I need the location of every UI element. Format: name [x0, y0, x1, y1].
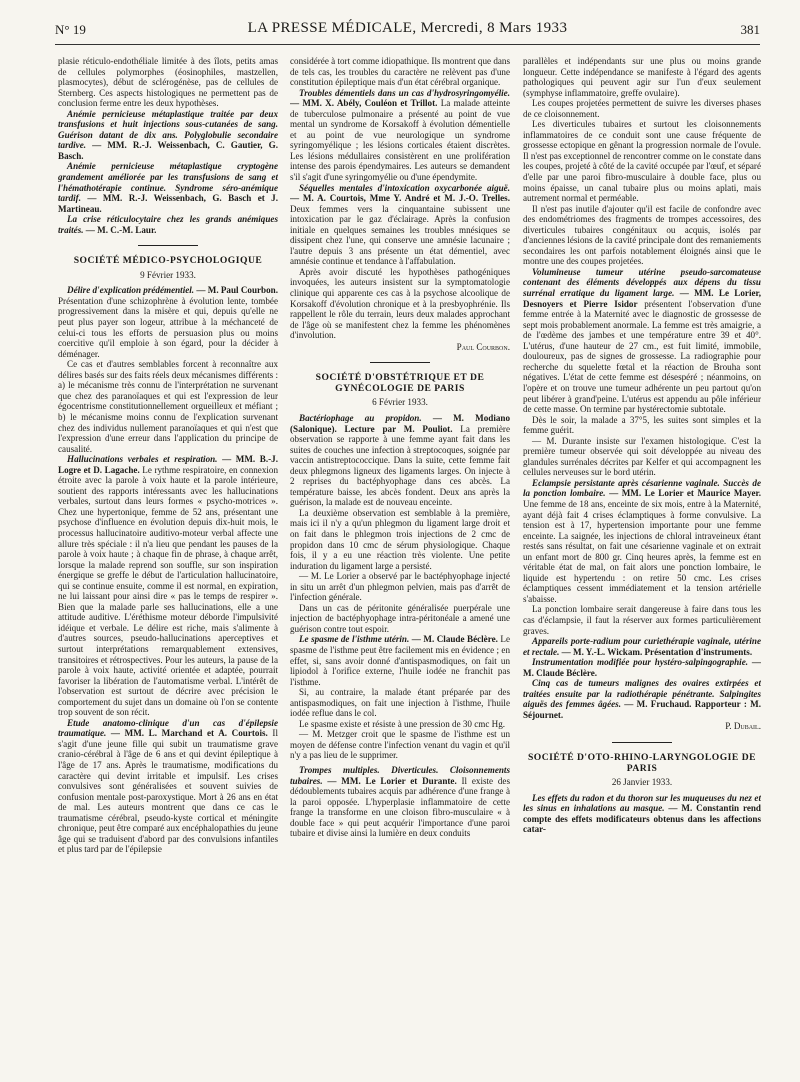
article-entry [523, 636, 761, 657]
article-title: Bactériophage au propidon. [299, 412, 422, 423]
article-entry [290, 634, 510, 687]
article-body: présentent l'observation d'une femme entrée à la Maternité avec le diagnostic de grossesse de sept mois probablement anormale. La femme est très amaigrie, a de l'œdème des jambes et une température entre 39 et 40°. L'utérus, d'une hauteur de 27 cm., est fuit limité, immobile, douloureux, pas de signes de grossesse. La radiographie pour recherche du squelette fœtal et la réaction de Brouha sont négatives. L'état de cette femme est désespéré ; néanmoins, on l'opère et on trouve une tumeur adhérente un peu partout qu'on peut libérer à grand'peine. L'utérus est appendu au pôle inférieur de cette masse. On termine par hystérectomie subtotale. [523, 298, 761, 415]
article-title: Anémie pernicieuse métaplastique cryptogène grandement améliorée par les transfusions de sang et l'hémathotérapie continue. Syndrome séro-anémique tardif. [58, 161, 278, 204]
paragraph: considérée à tort comme idiopathique. Ils montrent que dans de tels cas, les troubles du caractère ne relèvent pas d'une constitution épileptique mais d'un état cérébral organique. [290, 56, 510, 88]
article-body: Présentation d'une schizophrène à évolution lente, tombée progressivement dans la misère et qui, depuis qu'elle ne peut plus payer son logeur, attribue à la méchanceté de celui-ci tous les efforts de persuasion plus ou moins coercitive qu'il emploie à son égard, pour la décider à déménager. [58, 295, 278, 359]
article-title: Volumineuse tumeur utérine pseudo-sarcomateuse contenant des éléments développés aux dépens du tissu surrénal erratique du ligament large. [523, 266, 761, 299]
article-entry [290, 88, 510, 183]
column-middle [290, 56, 510, 1071]
issue-number: N° 19 [55, 22, 86, 37]
article-entry [58, 285, 278, 359]
paragraph: plasie réticulo-endothéliale limitée à des îlots, petits amas de cellules polymorphes (éosinophiles, mastzellen, plasmocytes), début de sclérogénèse, pas de cellules de Sternberg. Ces aspects histologiques ne permettent pas de conclusion ferme entre les deux hypothèses. [58, 56, 278, 109]
paragraph: — M. Metzger croit que le spasme de l'isthme est un moyen de défense contre l'infection venant du vagin et qu'il n'y a pas lieu de le supprimer. [290, 729, 510, 761]
article-entry [523, 657, 761, 678]
paragraph: Dès le soir, la malade a 37°5, les suites sont simples et la femme guérit. [523, 414, 761, 436]
article-authors: — MM. Le Lorier, Desnoyers et Pierre Isidor [523, 288, 761, 309]
section-heading: SOCIÉTÉ MÉDICO-PSYCHOLOGIQUE [73, 255, 263, 267]
article-body: La première observation se rapporte à une femme ayant fait dans les suites de couches une infection à streptocoques, soignée par vaccin antistreptococcique. Dans la suite, cette femme fait deux phlegmons ligneux des ligaments larges. On injecte à 2 reprises du bactéphyophage dans ces abcès. La température baisse, les abcès fondent. Deux ans après la guérison, la malade est de nouveau enceinte. [290, 423, 510, 508]
article-entry [523, 793, 761, 835]
article-entry [290, 413, 510, 508]
article-title: Trompes multiples. Diverticules. Cloisonnements tubaires. [290, 765, 510, 786]
paragraph: La ponction lombaire serait dangereuse à faire dans tous les cas d'éclampsie, il faut la réserver aux formes particulièrement graves. [523, 604, 761, 636]
article-authors: — MM. X. Abély, Couléon et Trillot. [290, 98, 438, 109]
article-entry [58, 454, 278, 718]
article-authors: — M. C.-M. Laur. [85, 224, 157, 235]
journal-title: LA PRESSE MÉDICALE, Mercredi, 8 Mars 1933 [247, 20, 568, 36]
article-title: Appareils porte-radium pour curiethérapie vaginale, utérine et rectale. [523, 636, 761, 657]
author-signature: P. Dubail. [725, 721, 761, 732]
paragraph: — M. Durante insiste sur l'examen histologique. C'est la première tumeur observée qui soit développée au niveau des glandules surrénales décrites par Kelfer et qui accompagnent les cellules nerveuses sur le bord utérin. [523, 435, 761, 478]
article-authors: — M. Y.-L. Wickam. Présentation d'instruments. [561, 646, 753, 657]
article-title: Troubles démentiels dans un cas d'hydrosyringomyélie. [299, 87, 510, 98]
article-authors: — MM. B.-J. Logre et D. Lagache. [58, 454, 278, 475]
article-authors: — M. Fruchaud. Rapporteur : M. Séjournet. [523, 699, 761, 720]
article-authors: — MM. Le Lorier et Durante. [327, 775, 457, 786]
paragraph: — M. Le Lorier a observé par le bactéphyophage injecté in situ un arrêt d'un phlegmon pelvien, mais pas d'arrêt de l'infection générale. [290, 571, 510, 603]
article-entry [290, 765, 510, 839]
section-divider [370, 362, 430, 363]
article-entry [290, 183, 510, 267]
article-authors: — MM. R.-J. Weissenbach, C. Gautier, G. Basch. [58, 140, 278, 161]
article-title: La crise réticulocytaire chez les grands anémiques traités. [58, 214, 278, 235]
section-divider [612, 742, 672, 743]
article-body: La malade atteinte de tuberculose pulmonaire a présenté au point de vue mental un syndrome de Korsakoff à évolution démentielle et au point de vue neurologique un syndrome syringomyélique ; les lésions corticales étaient discrètes. Les lésions médullaires consistèrent en une prolifération intense des parois épendymaires. Les auteurs se demandent s'il s'agit d'une syringomyélie ou d'une épendymite. [290, 98, 510, 183]
article-title: Instrumentation modifiée pour hystéro-salpingographie. [532, 657, 749, 668]
section-heading: SOCIÉTÉ D'OBSTÉTRIQUE ET DE GYNÉCOLOGIE DE PARIS [315, 372, 485, 394]
article-body: Le rythme respiratoire, en connexion étroite avec la parole à voix haute et la parole intérieure, soutient des rapports intéressants avec les hallucinations verbales, surtout dans leurs formes « psycho-motrices ». Chez une hypertonique, femme de 52 ans, présentant une psychose d'influence en évolution depuis dix-huit mois, le processus hallucinatoire auditivo-moteur verbal affecte une allure très spéciale : il n'a lieu que pendant les pauses de la parole à voix haute ; à chaque fin de phrase, à chaque arrêt, lorsque la malade reprend son souffle, sur son inspiration énergique se greffe le début de l'articulation hallucinatoire, qui se continue ensuite, comme il est normal, en expiration, ne lui laissant pour ainsi dire « pas le temps de respirer ». Bien que la malade parle ses hallucinations, elle a une attitude auditive. L'éréthisme moteur déborde l'impulsivité idéique et verbale. Le délire est riche, mais s'alimente à d'autres sources, pseudo-hallucinations aperceptives et surtout interprétations remarquablement extensives, transitoires et rétrospectives. Pour les auteurs, la pause de la parole à voix haute, activité orientée et adaptée, pourrait favoriser la libération de l'automatisme verbal. L'intérêt de l'observation est surtout de décrire avec précision le comportement du sujet dans un domaine où l'on se contente trop souvent de son récit. [58, 464, 278, 718]
paragraph: Il n'est pas inutile d'ajouter qu'il est facile de confondre avec des endométriomes des fragments de trompes accessoires, des diverticules tubaires congénitaux ou acquis, isolés par d'anciennes lésions de la cavité principale dont des remaniements secondaires les ont parfois notablement éloignés ainsi que le montre une des coupes projetées. [523, 203, 761, 267]
article-authors: — MM. L. Marchand et A. Courtois. [110, 728, 268, 739]
header-rule [55, 44, 760, 45]
article-authors: — M. Claude Béclère. [411, 634, 498, 645]
article-entry [523, 678, 761, 720]
paragraph: Les coupes projetées permettent de suivre les diverses phases de ce cloisonnement. [523, 98, 761, 119]
article-authors: — MM. R.-J. Weissenbach, G. Basch et J. Martineau. [58, 193, 278, 214]
paragraph: Ce cas et d'autres semblables forcent à reconnaître aux délires basés sur des faits réels deux mécanismes différents : a) le mécanisme très connu de l'interprétation ne survenant que chez des paranoïaques et qui est l'expression de leur égocentrisme constitutionnellement orgueilleux et méfiant ; b) le mécanisme moins connu de l'explication survenant chez des individus nullement paranoïaques et qui n'est que l'expression d'une erreur dans l'application du principe de causalité. [58, 359, 278, 454]
article-authors: — M. Paul Courbon. [196, 285, 278, 296]
paragraph: Le spasme existe et résiste à une pression de 30 cmc Hg. [299, 718, 506, 729]
article-title: Etude anatomo-clinique d'un cas d'épilepsie traumatique. [58, 717, 278, 739]
section-heading: SOCIÉTÉ D'OTO-RHINO-LARYNGOLOGIE DE PARIS [527, 752, 757, 774]
paragraph: Si, au contraire, la malade étant préparée par des antispasmodiques, on fait une injection à l'isthme, l'huile iodée reflue dans le col. [290, 687, 510, 719]
article-entry [58, 214, 278, 235]
article-authors: — M. Modiano (Salonique). Lecture par M. Pouliot. [290, 412, 510, 434]
article-title: Délire d'explication prédémentiel. [67, 285, 195, 296]
article-authors: — M. Claude Béclère. [523, 657, 761, 678]
article-entry [58, 161, 278, 214]
article-entry [58, 109, 278, 162]
section-date: 9 Février 1933. [140, 269, 196, 280]
column-left [58, 56, 278, 1071]
section-date: 26 Janvier 1933. [611, 777, 673, 788]
article-entry [58, 718, 278, 855]
paragraph: Après avoir discuté les hypothèses pathogéniques invoquées, les auteurs insistent sur la symptomatologie clinique qui apparente ces cas à la psychose alcoolique de Korsakoff d'évolution chronique et à la presbyophrénie. Ils rappellent le rôle du terrain, leurs deux malades approchant de l'âge où se manifestent chez la femme les phénomènes d'involution. [290, 266, 510, 341]
article-title: Anémie pernicieuse métaplastique traitée par deux transfusions et huit injections sous-cutanées de sang. Guérison datant de dix ans. Polyglobulie secondaire tardive. [58, 108, 278, 151]
article-body: Le spasme de l'isthme peut être facilement mis en évidence ; en effet, si, sans avoir donné d'antispasmodiques, on fait un lipiodol à l'orifice externe, l'huile iodée ne franchit pas l'isthme. [290, 634, 510, 687]
paragraph: Dans un cas de péritonite généralisée puerpérale une injection de bactéphyophage intra-péritonéale a amené une guérison contre tout espoir. [290, 602, 510, 634]
article-title: Le spasme de l'isthme utérin. [299, 634, 410, 645]
article-entry [523, 267, 761, 415]
article-body: Il existe des dédoublements tubaires acquis par adhérence d'une frange à la paroi opposée. L'hyperplasie inflammatoire de cette frange la transforme en une cloison fibro-musculaire « à double face » qui peut acquérir l'importance d'une paroi tubaire et divise ainsi la lumière en deux conduits [290, 775, 510, 839]
article-authors: — MM. Le Lorier et Maurice Mayer. [609, 488, 761, 499]
article-title: Eclampsie persistante après césarienne vaginale. Succès de la ponction lombaire. [523, 477, 761, 499]
column-right [523, 56, 761, 1071]
section-date: 6 Février 1933. [372, 397, 428, 408]
paragraph: La deuxième observation est semblable à la première, mais ici il n'y a qu'un phlegmon du ligament large droit et on fait dans le phlegmon trois injections de 2 cmc de propidon dans 10 cmc de sérum physiologique. Chaque fois, il y a eu une réaction très violente. Une petite induration du ligament large a persisté. [290, 507, 510, 571]
article-authors: — M. A. Courtois, Mme Y. André et M. J.-O. Trelles. [290, 193, 510, 204]
page-header [55, 14, 760, 40]
article-body: Deux femmes vers la cinquantaine subissent une intoxication par le gaz d'éclairage. Après la confusion initiale en quelques semaines les troubles mnésiques se dissipent chez l'une, qui conserve une amnésie lacunaire ; l'autre depuis 3 ans présente un état démentiel, avec amnésie continue et tendance à l'affabulation. [290, 203, 510, 267]
article-body: Il s'agit d'une jeune fille qui subit un traumatisme grave cranio-cérébral à l'âge de 6 ans et qui devint épileptique à l'âge de 17 ans. Après le traumatisme, modifications du caractère qui devint irritable et impulsif. Les crises convulsives sont généralisées et souvent suivies de confusion mentale post-paroxystique. Mort à 26 ans en état de mal. Les auteurs montrent que dans ce cas le traumatisme cérébral, pseudo-kyste cortical et méningite chronique, peut être comparé aux encéphalopathies du jeune âge qui se traduisent d'abord par des convulsions infantiles et plus tard par de l'épilepsie [58, 728, 278, 855]
article-entry [523, 478, 761, 605]
paragraph: parallèles et indépendants sur une plus ou moins grande longueur. Cette indépendance se manifeste à l'égard des agents pathologiques qui peuvent agir sur l'un d'eux seulement (symphyse inflammatoire, greffe ovulaire). [523, 56, 761, 98]
article-body: Une femme de 18 ans, enceinte de six mois, entre à la Maternité, ayant déjà fait 4 crises éclamptiques à forme convulsive. La tension est à 17, hypertension importante pour une femme enceinte. La saignée, les injections de chloral intraveineux étant restés sans résultat, on fait une césarienne vaginale et on extrait un enfant mort de 800 gr. Cinq heures après, la femme est en véritable état de mal, on fait alors une ponction lombaire, le liquide est hypertendu : on retire 50 cmc. Les crises éclamptiques cessent immédiatement et la tension artérielle s'abaisse. [523, 498, 761, 604]
article-authors: — M. Constantin rend compte des effets modificateurs obtenus dans les affections catar- [523, 803, 761, 835]
page-number: 381 [740, 22, 760, 37]
article-title: Les effets du radon et du thoron sur les muqueuses du nez et les sinus en inhalations au masque. [523, 792, 761, 814]
section-divider [138, 245, 198, 246]
paragraph: Les diverticules tubaires et surtout les cloisonnements inflammatoires de ce conduit sont une cause fréquente de grossesse ectopique en gênant la progression normale de l'ovule. Il n'est pas exceptionnel de rencontrer comme on le constate dans les coupes, projeté à côté de la cavité occupée par l'œuf, et séparé d'elle par une paroi fibro-musculaire à double face, plus ou moins épaisse, un canal tubaire plus ou moins aplati, mais autrement normal et perméable. [523, 119, 761, 204]
article-title: Hallucinations verbales et respiration. [67, 454, 218, 465]
article-title: Séquelles mentales d'intoxication oxycarbonée aiguë. [299, 182, 510, 193]
author-signature: Paul Courbon. [456, 341, 510, 352]
article-title: Cinq cas de tumeurs malignes des ovaires extirpées et traitées ensuite par la radiothérapie pénétrante. Salpingites aiguës des femmes âgées. [523, 678, 761, 710]
